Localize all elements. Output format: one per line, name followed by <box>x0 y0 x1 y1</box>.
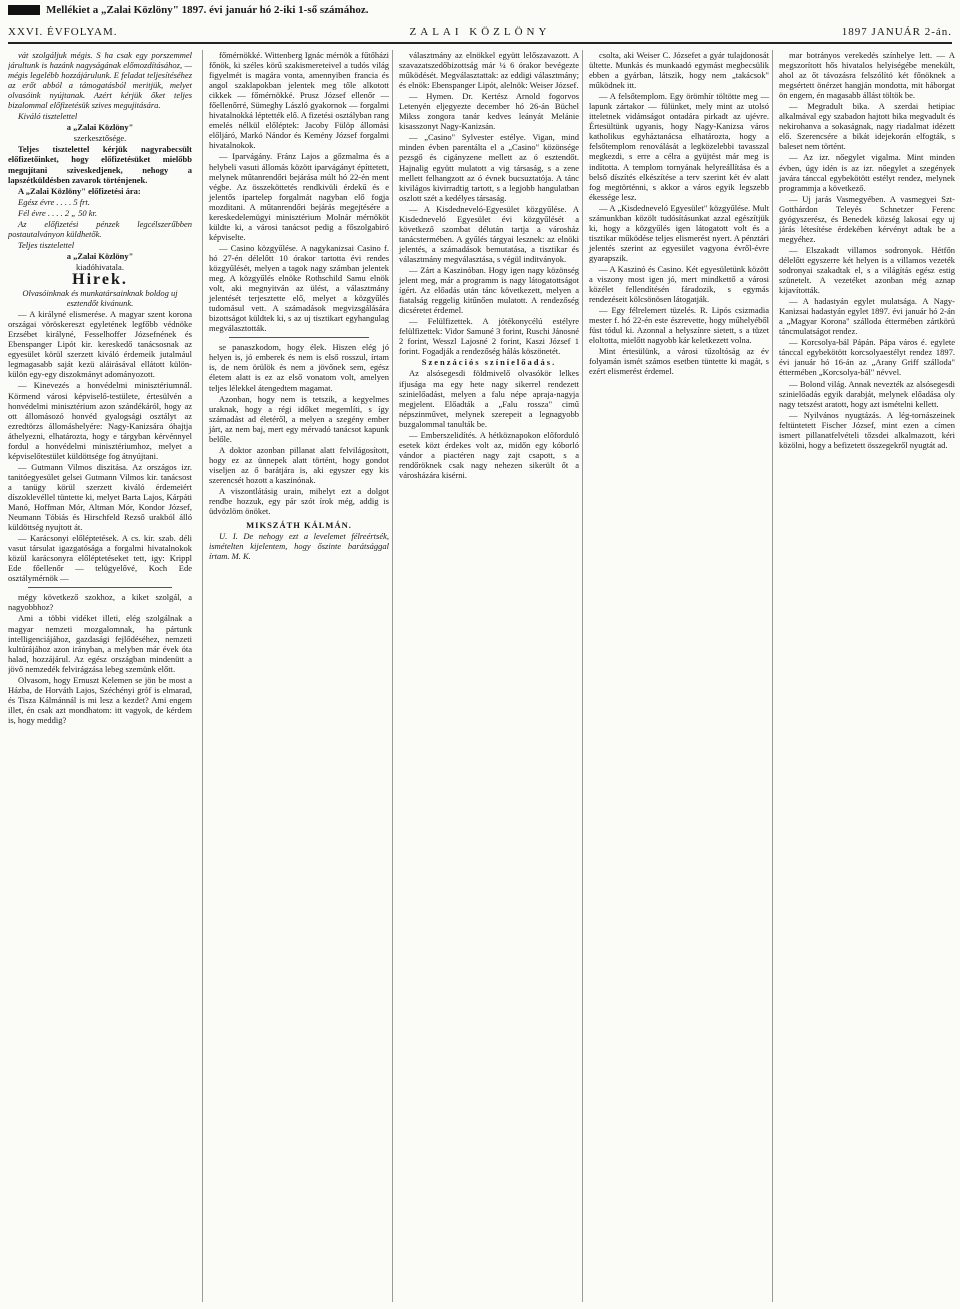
article-brawl: mar botrányos verekedés színhelye lett. — A megszorított hős hivatalos helyiségébe menekült, ahol az őt távozásra felszólító két főnöknek a megsértett önérzet hangján mondotta, mit háborgat ön engem, én magasabb állást töltök be. <box>779 50 955 101</box>
greeting: Kiváló tisztelettel <box>18 111 78 122</box>
article-fire: — Egy félrelemert tüzelés. R. Lipós csizmadia mester f. hó 22-én este észrevette, hogy műhelyéből füst tódul ki. Azonnal a helyszínre sietett, s a tüzet eloltotta, mielőtt nagyobb kár keletkezett volna. <box>589 305 769 346</box>
article-factory: csolta, aki Weiser C. Józsefet a gyár tulajdonosát ültette. Munkás és munkaadó egymást megbecsülik ebben a gyárban, látszik, hogy nem „takácsok" működnek itt. <box>589 50 769 91</box>
signature: a „Zalai Közlöny" <box>66 122 134 133</box>
article-public-receipt: — Nyilvános nyugtázás. A lég-tornászeinek feltüntetett Fischer József, mint ezen a címen ismert pillanatfelvételi tőzsdei alkalmazott, kéri közölni, hogy a befizetett összegekről nyugtát ad. <box>779 409 955 450</box>
new-year-wish: Olvasóinknak és munkatársainknak boldog uj esztendőt kivánunk. <box>22 288 178 309</box>
article-taming: — Emberszelidítés. A hétköznapokon előforduló esetek közt érdekes volt az, midőn egy kóborló vándor a piactéren nagy zajt csapott, s a rendőröknek csak nagy nehezen sikerült őt a városházára kisérni. <box>399 429 579 480</box>
column-3 <box>392 50 583 1302</box>
ink-blot <box>8 5 40 15</box>
article-promotions: — Karácsonyi előléptetések. A cs. kir. szab. déli vasut társulat igazgatósága a forgalmi hivatalnokok közül karácsonyra előléptetéseket tett, igy: Krippl Ede főellenőr — telügyelővé, Koch Ede osztálymérnök — <box>8 533 192 584</box>
article-wires: — Elszakadt villamos sodronyok. Hétfőn délelőtt egyszerre két helyen is a villamos vezeték sodronyai szakadtak el, s a világítás egész estig szünetelt. A vezetéket azonban még aznap kijavították. <box>779 244 955 296</box>
article-theatre: Az alsósegesdi földmivelő olvasókör lelkes ifjusága ma egy hete nagy sikerrel rendezett szinielőadást, melyen a falu népe apraja-nagyja megjelent. Előadták a „Falu rossza" cimű népszinművet, melynek szerepeit a legnagyobb buzgalommal tanulták be. <box>399 368 579 429</box>
article-hymen: — Hymen. Dr. Kertész Arnold fogorvos Letenyén eljegyezte december hó 26-án Büchel Mikss zongora tanár kedves leányát Melánie kisasszonyt Nagy-Kanizsán. <box>399 91 579 132</box>
theatre-heading: Szenzációs színielőadás. <box>421 357 557 368</box>
postscript: U. I. De nehogy ezt a levelemet félreértsék, ismételten kijelentem, hogy őszinte barátsággal írtam. M. K. <box>209 531 389 562</box>
article-ministry: — Kinevezés a honvédelmi minisztériumnál. Körmend városi képviselő-testülete, értesülvén a honvédelmi minisztérium azon szándékáról, hogy az ott állomásozó honvéd gyalogsági osztályt az ezredtörzs állomáshelyére: Nagy-Kanizsára óhajtja áthelyezni, elhatározta, hogy e tárgyban kérvénnyel fordul a honvédelmi minisztériumhoz, melyet a képviselőtestület küldöttsége fog átnyújtani. <box>8 380 192 461</box>
column-2 <box>202 50 393 1302</box>
prices-heading: A „Zalai Közlöny" előfizetési ára: <box>18 185 141 196</box>
supplement-banner <box>8 0 952 20</box>
article-queen: — A királyné elismerése. A magyar szent korona országai vöröskereszt egyletének legfőbb védnöke Erzsébet királyné, Fesselhoffer Józsefnének és Ebenspanger Lipót kir. kereskedő tanácsosnak az egyesület körül szerzett kiváló érdemeik jutalmául legmagasabb saját kezü aláirásával ellátott külön-külön egy-egy diszokmányt adományozott. <box>8 309 192 380</box>
article-skating-ball: — Korcsolya-bál Pápán. Pápa város é. egylete tánccal egybekötött korcsolyaestélyt rendez 1897. évi január hó 16-án az „Arany Griff szálloda" éttermében „Korcsolya-bál" névvel. <box>779 337 955 378</box>
signature-2-sub: kiadóhivatala. <box>76 261 124 272</box>
article-firemen: Mint értesülünk, a városi tűzoltóság az év folyamán ismét számos esetben tüntette ki magát, s ezért elismerést érdemel. <box>589 346 769 377</box>
article-siding: — Iparvágány. Fránz Lajos a gőzmalma és a helybeli vasuti állomás között iparvágányt építtetett, melynek műtanrendőri bejárása múlt hó 22-én ment végbe. Az összeköttetés rendkivüli érdekű és e jelentős ipartelep forgalmát nagyban elő fogja mozditani. A műtanrendőri bejárás megejtésére a kereskedelemügyi minisztérium Molnár mérnököt küldte ki, a városi tanácsot pedig a főszolgabiró képviselte. <box>209 151 389 242</box>
article-casino-meeting: — Casino közgyűlése. A nagykanizsai Casino f. hó 27-én délelőtt 10 órakor tartotta évi rendes közgyűlését, melyen a tagok nagy számban jelentek meg. A közgyűlés elnöke Rothschild Samu elnök volt, aki megnyitván az ülést, a választmány jelentését terjesztette elő, melyet a közgyűlés tudomásul vett. A számadások megvizsgálására bizottságot küldtek ki, s az uj tisztikart egyhangulag megválasztották. <box>209 242 389 334</box>
feuilleton-text-2: Ami a többi vidéket illeti, elég szolgálnak a magyar nemzeti mozgalomnak, ha pártunk intelligenciájához, gazdasági fejlődéséhez, nemzeti kultúrájához azon irányban, a melyben már évek óta halad, hozzájárul. Az egész országban mindenütt a jövő nemzedék felvirágzása lebeg szemünk előtt. <box>8 613 192 674</box>
supplement-text: Mellékiet a „Zalai Közlöny" 1897. évi január hó 2-iki 1-ső számához. <box>46 4 369 16</box>
news-section-title: Hirek. <box>72 270 128 288</box>
paper-title: ZALAI KÖZLÖNY <box>409 26 551 38</box>
feuilleton-cont-3: A doktor azonban pillanat alatt felvilágosított, hogy ez az ünnepek alatt történt, hogy gondot viseljen az ő barátjára is, aki egyszer egy kis szerencsét hozott a kaszinónak. <box>209 444 389 485</box>
article-kaszino: — Zárt a Kaszinóban. Hogy igen nagy közönség jelent meg, már a programm is nagy látogatottságot ígért. Az előadás után tánc következett, melyen a fiatalság reggelig kitűnően mulatott. A rendezőség dicséretet érdemel. <box>399 264 579 316</box>
feuilleton-cont: se panaszkodom, hogy élek. Hiszen elég jó helyen is, jó emberek és nem is első rosszul, írtam is, de nem örülök és nem a jövőnek sem, egész életem alatt is ez az első vonatom volt, amelyen teljes lélekkel átengedtem magamat. <box>209 342 389 393</box>
column-divider <box>229 337 369 338</box>
article-crazy-world: — Bolond világ. Annak nevezték az alsósegesdi szinielőadás egyik darabját, melynek előadása oly nagy tetszést aratott, hogy azt ismételni kellett. <box>779 378 955 409</box>
column-1 <box>8 50 196 1302</box>
article-promotions-cont: főmérnökké. Wittenberg Ignác mérnök a fűtőházi főnök, ki széles körű szakismereteivel a tudós világ figyelmét is magára vonta, amennyiben francia és angol szaklapokban jelentek meg tőle alkotott cikkek — főmérnökké. Prusz József ellenőr — főellenőrré, Sümeghy László gyakornok — forgalmi hivatalnokká léptették elő. A fizetési osztályban rang emelés nélkül előléptek: Jacoby Fülöp állomási előljáró, Markó Nándor és Kemény József forgalmi hivatalnokok. <box>209 50 389 151</box>
signature-sub: szerkesztősége. <box>73 133 127 144</box>
author-signature: MIKSZÁTH KÁLMÁN. <box>246 520 352 531</box>
volume-label: XXVI. ÉVFOLYAM. <box>8 26 118 38</box>
column-5 <box>772 50 955 1302</box>
article-sylvester: — „Casino" Sylvester estélye. Vigan, mind minden évben parentálta el a „Casino" közönsége pezsgő és cigányzene mellett az ó esztendőt. Hajnalig együtt mulatott a vig társaság, s a zene mellett felhangzott az ó évnek bucsuztatója. A tánc kivilágos kivirradtig tartott, s a legjobb hangulatban oszlott szét a kedélyes társaság. <box>399 132 579 203</box>
column-4 <box>582 50 773 1302</box>
column-divider <box>28 587 172 588</box>
article-church: — A felsőtemplom. Egy örömhír töltötte meg — lapunk zártakor — fülünket, mely mint az utolsó itteletnek vidámságot ontadára pirkadt az ujévre. Értesültünk ugyanis, hogy Nagy-Kanizsa város katholikus egyháztanácsa elhatározta, hogy a felsőtemplom renoválását a legközelebbi tavasszal megkezdi, s erre a célra a gyüjtést már meg is indította. A templom tornyának helyreállítása és a belső díszítés elkészítése a terv szerint két év alatt fog megtörténni, s akkor a város egyik legszebb ékessége lesz. <box>589 91 769 202</box>
article-donations: — Felülfizettek. A jótékonycélú estélyre felülfizettek: Vidor Samuné 3 forint, Ruschi Jánosné 2 forint, Wesszl Lajosné 2 forint, Kaszi József 1 forint. Fogadják a rendezőség hálás köszönetét. <box>399 316 579 357</box>
payment-note: Az előfizetési pénzek legcélszerűbben postautalványon küldhetők. <box>8 218 192 239</box>
feuilleton-cont-4: A viszontlátásig urain, mihelyt ezt a dolgot rendbe hozzuk, egy pár szót írok még, addig is üdvözlöm önöket. <box>209 485 389 517</box>
article-election: választmány az elnökkel együtt lelőszavazott. A szavazatszedőbizottság már ¼ 6 órakor bevégezte működését. Megválasztattak: az eddigi választmány; és elnök: Ebenspanger Lipót, alelnök: Weiser József. <box>399 50 579 91</box>
subscription-notice: Teljes tisztelettel kérjük nagyrabecsült előfizetőinket, hogy előfizetésüket mielőbb megujítani sziveskedjenek, nehogy a lapszétküldésben zavarok történjenek. <box>8 144 192 185</box>
greeting-2: Teljes tisztelettel <box>18 239 75 250</box>
article-kindergarten-2: — A „Kisdedneveló Egyesület" közgyűlése. Mult számunkban közölt tudósításunkat azzal egészítjük ki, hogy a közgyűlés igen látogatott volt és a tisztikar működése teljes elismerést nyert. A pénztári jelentés szerint az egyesület vagyona évről-évre gyarapszik. <box>589 202 769 263</box>
price-full-year: Egész évre . . . . 5 frt. <box>18 196 90 207</box>
signature-2: a „Zalai Közlöny" <box>66 250 134 261</box>
price-half-year: Fél évre . . . . 2 „ 50 kr. <box>18 207 98 218</box>
article-vas-county: — Uj jarás Vasmegyében. A vasmegyei Szt-Gotthárdon Teleyés Schnetzer Ferenc gyógyszerész, és Benedek község lakosai egy uj járás létesítése érdekében kérvényt adtak be a megyéhez. <box>779 193 955 244</box>
feuilleton-text-3: Olvasom, hogy Ernuszt Kelemen se jön be most a Házba, de Horváth Lajos, Széchényi gróf is elmarad, és Tisza Kálmánnál is mi lesz a kezdet? Ami engem illet, én csak azt mondhatom: itt vagyok, de kérdem is, hogy meddig? <box>8 674 192 725</box>
article-kindergarten: — A Kisdedneveló-Egyesület közgyűlése. A Kisdedneveló Egyesület évi közgyűlését a következő szombat délután tartja a városház tanácstermében. A gyűlés tárgyai lesznek: az elnöki jelentés, a számadások bemutatása, a tisztikar és választmány megválasztása, s végül inditványok. <box>399 203 579 264</box>
article-gutmann: — Gutmann Vilmos diszitása. Az országos izr. tanitóegyesület gelsei Gutmann Vilmos kir. tanácsost a tanügy körül szerzett kiváló érdemeiért díszoklevéllel tüntette ki, melyet Barta Lajos, Kárpáti Manó, Hoffman Mór, Altman Mór, Kondor József, Neumann Tóbiás és Hirschfeld Rezső urakból álló küldöttség nyujtott át. <box>8 461 192 533</box>
feuilleton-cont-2: Azonban, hogy nem is tetszik, a kegyelmes uraknak, hogy a régi időket megemlíti, s így számadást ad életéről, a melyen a szegény ember járt, az nem baj, mert egy mérvadó tanácsot kapunk belőle. <box>209 393 389 444</box>
feuilleton-text: mégy következő szokhoz, a kiket szolgál, a nagyobbhoz? <box>8 592 192 613</box>
article-womens-club: — Az izr. nőegylet vigalma. Mint minden évben, úgy idén is az izr. nőegylet a szegények javára tánccal egybekötött estélyt rendez, melynek programmja a következő. <box>779 152 955 193</box>
issue-date: 1897 JANUÁR 2-án. <box>841 26 952 38</box>
newspaper-columns <box>8 50 955 1302</box>
article-bull: — Megradult bika. A szerdai hetipiac alkalmával egy szabadon hajtott bika megvadult és nekirohanva a sokaságnak, nagy riadalmat idézett elő. Szerencsére a bikát idejekorán elfogták, s baleset nem történt. <box>779 101 955 152</box>
article-veterans: — A hadastyán egylet mulatsága. A Nagy-Kanizsai hadastyán egylet 1897. évi január hó 2-án a „Magyar Korona" szálloda éttermében zártkörü táncmulatságot rendez. <box>779 296 955 337</box>
page-header <box>8 22 952 44</box>
editorial-text: vát szolgáljuk mégis. S ha csak egy porszemmel járultunk is hazánk nagyságának előmozdításához, — mégis legelébb hozzájárulunk. E feladat teljesítéséhez az erőt abból a támogatásból meritjük, melyet olvasóink nyújtanak. Azért kérjük őket teljes bizalommal előfizetésük szives megujitására. <box>8 50 192 111</box>
article-clubs: — A Kaszinó és Casino. Két egyesületünk között a viszony most igen jó, mert mindkettő a városi közélet fellendítésén fáradozik, s egymás rendezéseit kölcsönösen látogatják. <box>589 263 769 305</box>
